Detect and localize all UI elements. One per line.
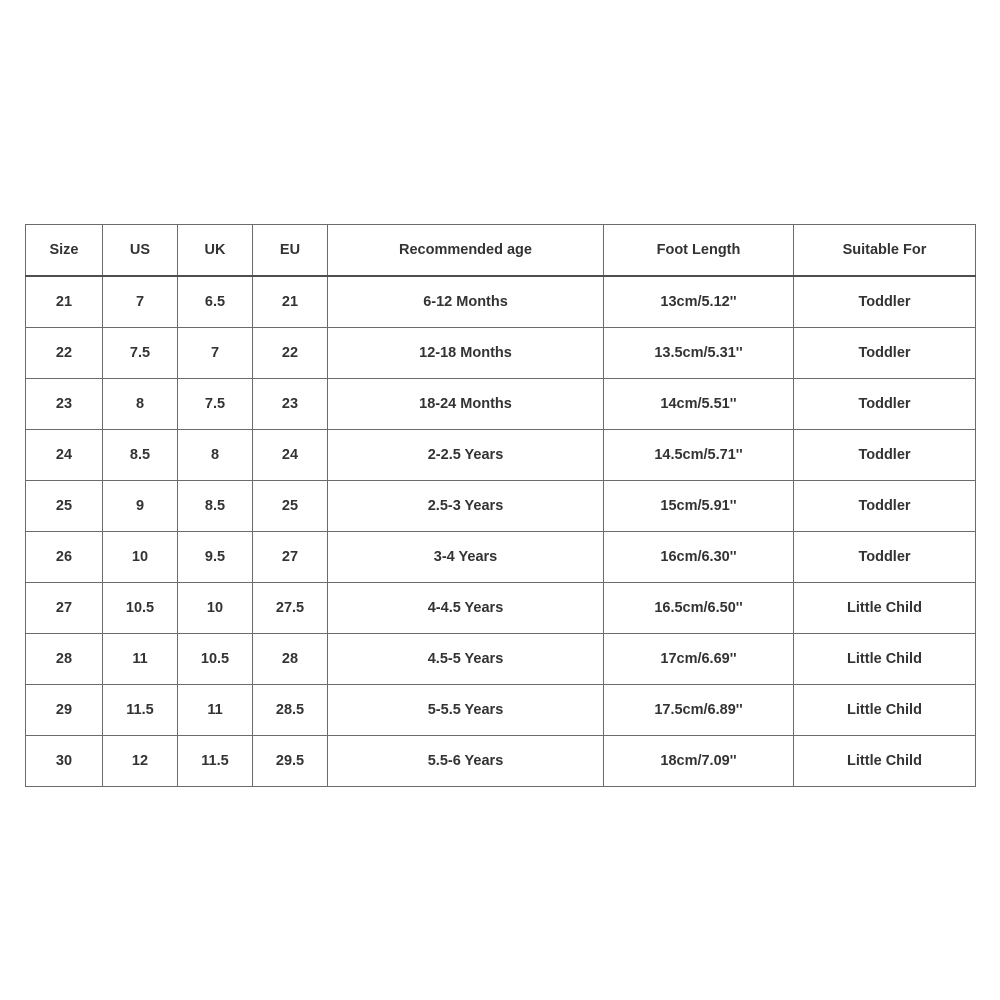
table-row <box>26 430 976 481</box>
cell-recommended-age: 2-2.5 Years <box>328 430 604 481</box>
cell-foot-length: 16.5cm/6.50'' <box>604 583 794 634</box>
cell-us: 11 <box>103 634 178 685</box>
cell-suitable-for: Toddler <box>794 276 976 328</box>
cell-foot-length: 13.5cm/5.31'' <box>604 328 794 379</box>
cell-us: 7 <box>103 276 178 328</box>
cell-us: 8.5 <box>103 430 178 481</box>
header-cell-recommended-age: Recommended age <box>328 225 604 277</box>
table-row <box>26 379 976 430</box>
cell-uk: 9.5 <box>178 532 253 583</box>
cell-size: 22 <box>26 328 103 379</box>
cell-eu: 28.5 <box>253 685 328 736</box>
cell-us: 12 <box>103 736 178 787</box>
cell-eu: 27.5 <box>253 583 328 634</box>
cell-suitable-for: Little Child <box>794 583 976 634</box>
cell-foot-length: 14cm/5.51'' <box>604 379 794 430</box>
cell-eu: 25 <box>253 481 328 532</box>
cell-recommended-age: 4.5-5 Years <box>328 634 604 685</box>
cell-recommended-age: 2.5-3 Years <box>328 481 604 532</box>
table-row <box>26 736 976 787</box>
cell-uk: 11.5 <box>178 736 253 787</box>
cell-uk: 8 <box>178 430 253 481</box>
header-cell-suitable-for: Suitable For <box>794 225 976 277</box>
cell-suitable-for: Little Child <box>794 736 976 787</box>
cell-recommended-age: 5-5.5 Years <box>328 685 604 736</box>
cell-size: 23 <box>26 379 103 430</box>
cell-eu: 23 <box>253 379 328 430</box>
cell-uk: 7.5 <box>178 379 253 430</box>
header-cell-eu: EU <box>253 225 328 277</box>
cell-foot-length: 17cm/6.69'' <box>604 634 794 685</box>
cell-uk: 6.5 <box>178 276 253 328</box>
table-row <box>26 685 976 736</box>
cell-size: 27 <box>26 583 103 634</box>
table-row <box>26 532 976 583</box>
cell-foot-length: 13cm/5.12'' <box>604 276 794 328</box>
cell-recommended-age: 5.5-6 Years <box>328 736 604 787</box>
cell-us: 7.5 <box>103 328 178 379</box>
header-cell-us: US <box>103 225 178 277</box>
header-row <box>26 225 976 277</box>
header-cell-foot-length: Foot Length <box>604 225 794 277</box>
cell-eu: 24 <box>253 430 328 481</box>
size-chart-table <box>25 224 976 787</box>
table-row <box>26 583 976 634</box>
cell-size: 25 <box>26 481 103 532</box>
cell-foot-length: 14.5cm/5.71'' <box>604 430 794 481</box>
table-row <box>26 634 976 685</box>
cell-recommended-age: 3-4 Years <box>328 532 604 583</box>
cell-eu: 27 <box>253 532 328 583</box>
cell-suitable-for: Toddler <box>794 379 976 430</box>
table-row <box>26 481 976 532</box>
cell-foot-length: 18cm/7.09'' <box>604 736 794 787</box>
cell-recommended-age: 12-18 Months <box>328 328 604 379</box>
header-cell-uk: UK <box>178 225 253 277</box>
cell-uk: 8.5 <box>178 481 253 532</box>
cell-eu: 22 <box>253 328 328 379</box>
cell-us: 8 <box>103 379 178 430</box>
cell-suitable-for: Little Child <box>794 634 976 685</box>
table-header <box>26 225 976 277</box>
cell-eu: 21 <box>253 276 328 328</box>
table-row <box>26 328 976 379</box>
cell-us: 11.5 <box>103 685 178 736</box>
table-body <box>26 276 976 787</box>
cell-suitable-for: Toddler <box>794 328 976 379</box>
cell-recommended-age: 18-24 Months <box>328 379 604 430</box>
cell-size: 30 <box>26 736 103 787</box>
cell-suitable-for: Little Child <box>794 685 976 736</box>
cell-eu: 29.5 <box>253 736 328 787</box>
cell-size: 29 <box>26 685 103 736</box>
cell-foot-length: 17.5cm/6.89'' <box>604 685 794 736</box>
cell-recommended-age: 6-12 Months <box>328 276 604 328</box>
cell-us: 10 <box>103 532 178 583</box>
cell-size: 26 <box>26 532 103 583</box>
header-cell-size: Size <box>26 225 103 277</box>
cell-uk: 10 <box>178 583 253 634</box>
cell-uk: 10.5 <box>178 634 253 685</box>
table-row <box>26 276 976 328</box>
cell-uk: 11 <box>178 685 253 736</box>
cell-suitable-for: Toddler <box>794 430 976 481</box>
cell-eu: 28 <box>253 634 328 685</box>
cell-recommended-age: 4-4.5 Years <box>328 583 604 634</box>
cell-foot-length: 15cm/5.91'' <box>604 481 794 532</box>
cell-size: 21 <box>26 276 103 328</box>
cell-size: 24 <box>26 430 103 481</box>
cell-foot-length: 16cm/6.30'' <box>604 532 794 583</box>
cell-us: 9 <box>103 481 178 532</box>
cell-uk: 7 <box>178 328 253 379</box>
cell-suitable-for: Toddler <box>794 481 976 532</box>
cell-suitable-for: Toddler <box>794 532 976 583</box>
cell-us: 10.5 <box>103 583 178 634</box>
cell-size: 28 <box>26 634 103 685</box>
